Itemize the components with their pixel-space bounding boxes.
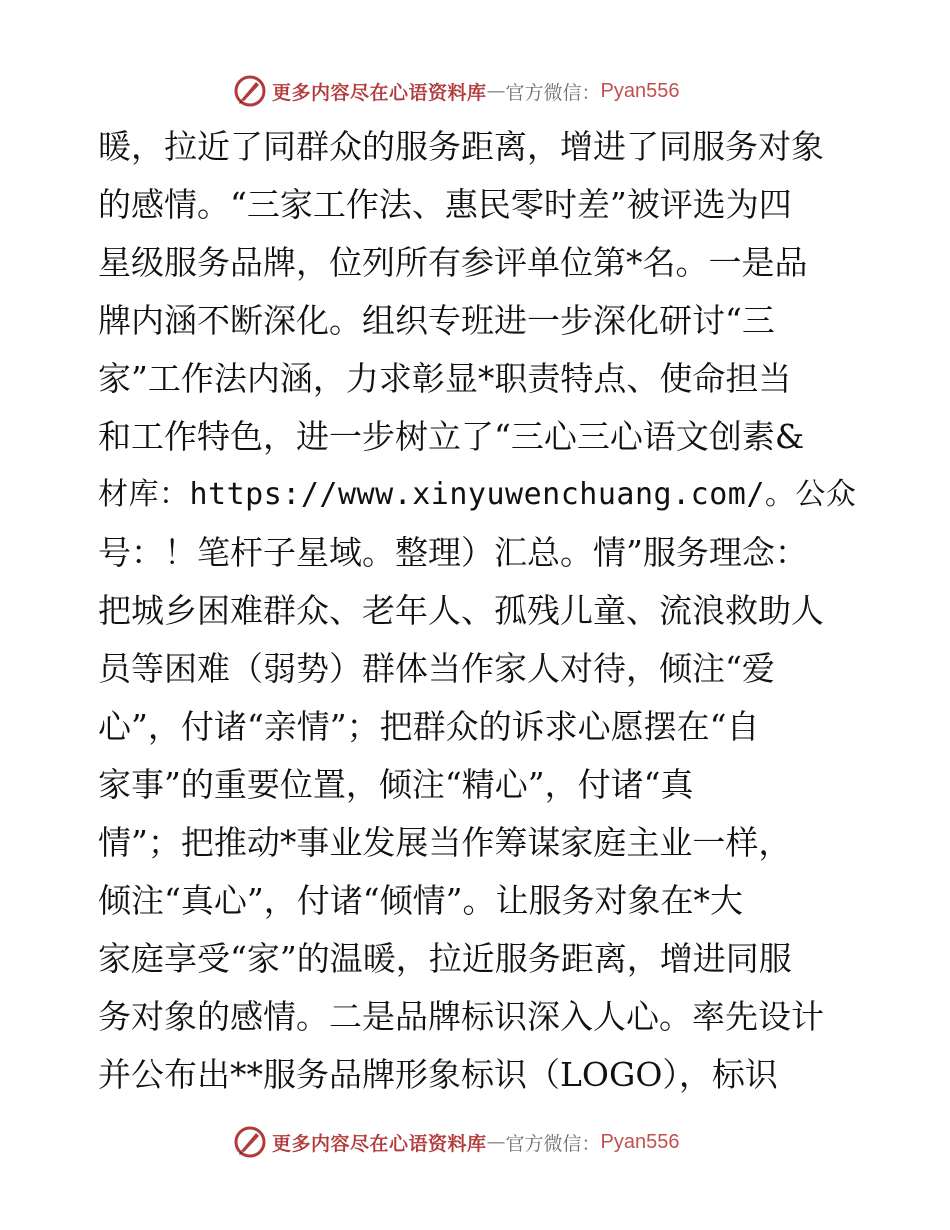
watermark-footer [232,1122,680,1162]
watermark-separator: — [486,1131,506,1153]
watermark-brand: 更多内容尽在心语资料库 [272,1132,487,1155]
text-line: 倾注“真心”，付诸“倾情”。让服务对象在*大 [98,881,743,920]
text-line: 和工作特色，进一步树立了“三心三心语文创素& [98,417,805,456]
watermark-label: 官方微信： [505,1132,601,1155]
text-line: 情”；把推动*事业发展当作筹谋家庭主业一样， [98,823,792,862]
text-line: 的感情。“三家工作法、惠民零时差”被评选为四 [98,185,792,224]
text-line: 星级服务品牌，位列所有参评单位第*名。一是品 [98,243,808,282]
text-line: 号：！笔杆子星域。整理）汇总。情”服务理念： [98,533,808,572]
text-line: 心”，付诸“亲情”；把群众的诉求心愿摆在“自 [98,707,760,746]
text-line: 材库：https://www.xinyuwenchuang.com/。公众 [98,477,857,512]
text-line: 把城乡困难群众、老年人、孤残儿童、流浪救助人 [98,591,824,630]
watermark-header [232,71,680,111]
quill-pen-circle-icon [232,73,268,109]
watermark-handle: Pyan556 [600,79,680,102]
text-line: 员等困难（弱势）群体当作家人对待，倾注“爱 [98,649,775,688]
text-line: 家事”的重要位置，倾注“精心”，付诸“真 [98,765,694,804]
text-line: 牌内涵不断深化。组织专班进一步深化研讨“三 [98,301,775,340]
watermark-handle: Pyan556 [600,1130,680,1153]
text-line: 务对象的感情。二是品牌标识深入人心。率先设计 [98,997,824,1036]
text-line: 家庭享受“家”的温暖，拉近服务距离，增进同服 [98,939,792,978]
text-line: 家”工作法内涵，力求彰显*职责特点、使命担当 [98,359,792,398]
watermark-brand: 更多内容尽在心语资料库 [272,81,487,104]
text-line: 并公布出**服务品牌形象标识（LOGO），标识 [98,1055,778,1094]
text-line: 暖，拉近了同群众的服务距离，增进了同服务对象 [98,127,824,166]
document-body [98,118,858,1104]
watermark-separator: — [486,80,506,102]
quill-pen-circle-icon [232,1124,268,1160]
watermark-label: 官方微信： [505,81,601,104]
